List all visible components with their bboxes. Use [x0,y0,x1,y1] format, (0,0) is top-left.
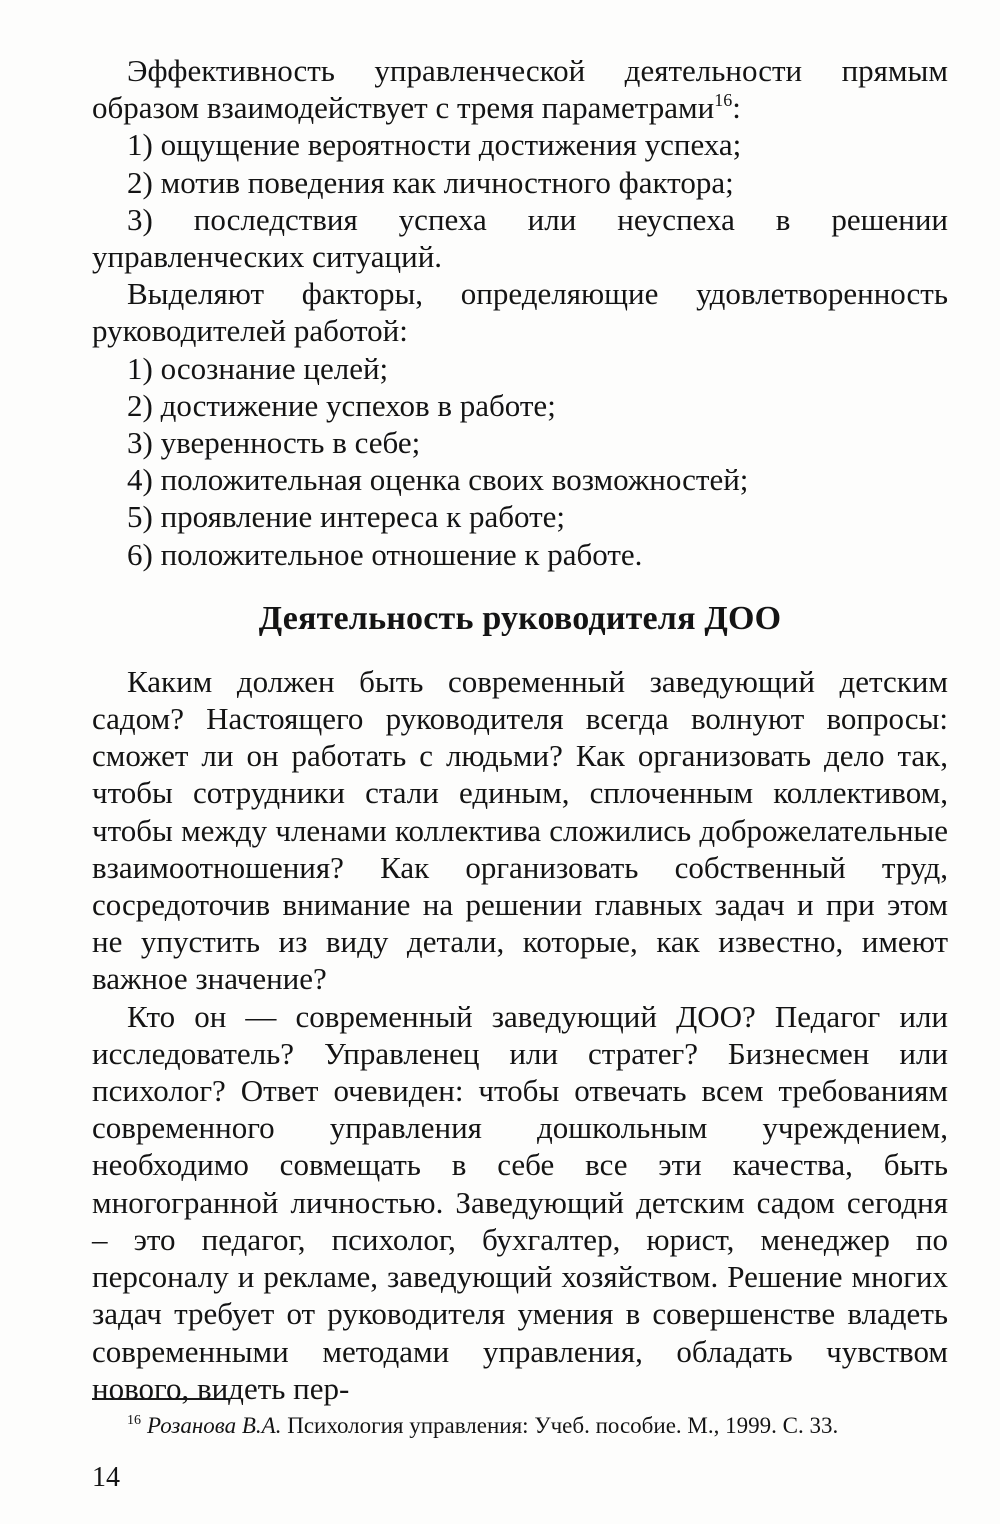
list-item: 3) последствия успеха или неуспеха в решении управленческих ситуаций. [92,201,948,275]
list-item: 1) ощущение вероятности достижения успеха; [127,127,742,163]
list-item: 5) проявление интереса к работе; [127,499,565,535]
footnote-author: Розанова В.А. [147,1413,282,1438]
paragraph-questions: Каким должен быть современный заведующий детским садом? Настоящего руководителя всегда волнуют вопросы: сможет ли он работать с людьми? Как организовать дело так, чтобы сотрудники стали единым, сплоченным коллективом, чтобы между членами коллектива сложились доброжелательные взаимоотношения? Как организовать собственный труд, сосредоточив внимание на решении главных задач и при этом не упустить из виду детали, которые, как известно, имеют важное значение? [92,663,948,997]
section-heading: Деятельность руководителя ДОО [258,599,782,637]
page-body [92,52,948,1407]
list-item: 2) мотив поведения как личностного фактора; [127,164,734,200]
list-item: 2) достижение успехов в работе; [127,387,556,423]
paragraph-effectiveness-ending: : [732,90,741,126]
list-item: 6) положительное отношение к работе. [127,536,643,572]
list-item: 1) осознание целей; [127,350,389,386]
list-item: 4) положительная оценка своих возможностей; [127,462,749,498]
footnote-number: 16 [127,1413,141,1428]
footnote-divider [92,1398,230,1400]
paragraph-effectiveness-text: Эффективность управленческой деятельности прямым образом взаимодействует с тремя параметрами [92,53,948,126]
footnote-reference[interactable]: 16 [714,90,733,111]
page-number: 14 [92,1462,120,1493]
paragraph-factors: Выделяют факторы, определяющие удовлетворенность руководителей работой: [92,276,948,349]
footnote-text: Психология управления: Учеб. пособие. М., 1999. С. 33. [287,1413,839,1438]
paragraph-manager-role: Кто он — современный заведующий ДОО? Педагог или исследователь? Управленец или стратег? Бизнесмен или психолог? Ответ очевиден: чтобы отвечать всем требованиям современного управления дошкольным учреждением, необходимо совмещать в себе все эти качества, быть многогранной личностью. Заведующий детским садом сегодня – это педагог, психолог, бухгалтер, юрист, менеджер по персоналу и рекламе, заведующий хозяйством. Решение многих задач требует от руководителя умения в совершенстве владеть современными методами управления, обладать чувством нового, видеть пер- [92,998,948,1406]
list-item: 3) уверенность в себе; [127,425,421,461]
paragraph-effectiveness [92,52,948,126]
footnote [127,1412,957,1440]
